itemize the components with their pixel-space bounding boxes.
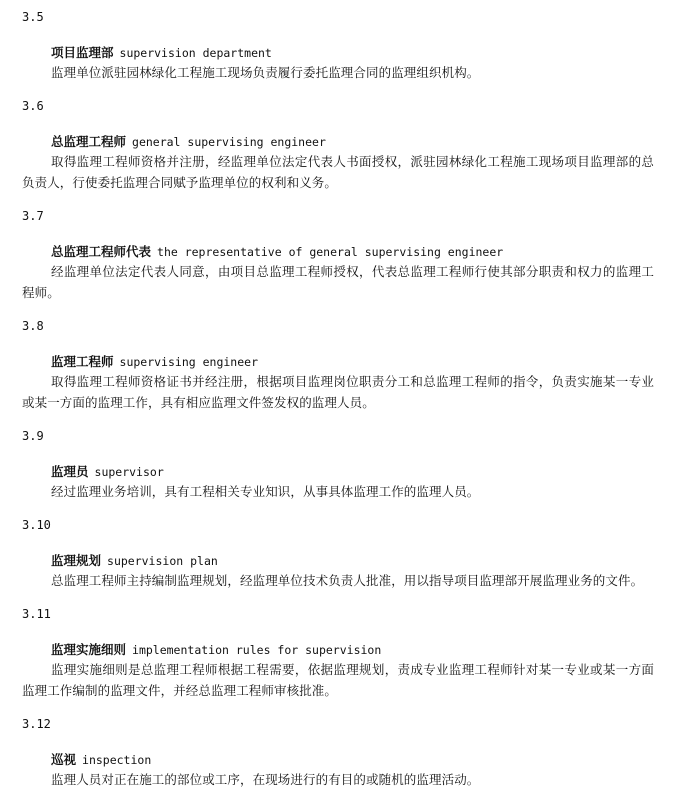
term-english: implementation rules for supervision: [132, 643, 382, 657]
section-number: 3.7: [22, 209, 44, 223]
term-chinese: 项目监理部: [51, 45, 114, 60]
term-entry-3-5: [22, 9, 654, 83]
section-number: 3.5: [22, 10, 44, 24]
term-english: supervision plan: [107, 554, 218, 568]
term-definition: 总监理工程师主持编制监理规划，经监理单位技术负责人批准，用以指导项目监理部开展监理业务的文件。: [51, 573, 644, 588]
document-body: [22, 9, 654, 805]
section-number: 3.10: [22, 518, 51, 532]
term-heading: [22, 751, 654, 769]
term-chinese: 总监理工程师: [51, 134, 127, 149]
section-number: 3.6: [22, 99, 44, 113]
term-entry-3-8: [22, 318, 654, 413]
term-chinese: 巡视: [51, 752, 77, 767]
term-chinese: 监理工程师: [51, 354, 114, 369]
term-heading: [22, 463, 654, 481]
term-heading: [22, 243, 654, 261]
term-english: inspection: [82, 753, 152, 767]
term-entry-3-6: [22, 98, 654, 193]
term-definition: 取得监理工程师资格并注册，经监理单位法定代表人书面授权，派驻园林绿化工程施工现场项目监理部的总负责人，行使委托监理合同赋予监理单位的权利和义务。: [22, 154, 654, 190]
term-english: supervisor: [94, 465, 164, 479]
section-number: 3.9: [22, 429, 44, 443]
term-definition: 取得监理工程师资格证书并经注册，根据项目监理岗位职责分工和总监理工程师的指令，负责实施某一专业或某一方面的监理工作，具有相应监理文件签发权的监理人员。: [22, 374, 654, 410]
term-heading: [22, 552, 654, 570]
term-entry-3-12: [22, 716, 654, 790]
term-entry-3-7: [22, 208, 654, 303]
term-chinese: 监理实施细则: [51, 642, 127, 657]
section-number: 3.11: [22, 607, 51, 621]
term-definition: 经监理单位法定代表人同意，由项目总监理工程师授权，代表总监理工程师行使其部分职责和权力的监理工程师。: [22, 264, 654, 300]
term-heading: [22, 44, 654, 62]
term-english: general supervising engineer: [132, 135, 326, 149]
term-entry-3-10: [22, 517, 654, 591]
term-chinese: 监理规划: [51, 553, 102, 568]
term-english: supervision department: [119, 46, 272, 60]
term-definition: 经过监理业务培训，具有工程相关专业知识，从事具体监理工作的监理人员。: [51, 484, 480, 499]
term-definition: 监理人员对正在施工的部位或工序，在现场进行的有目的或随机的监理活动。: [51, 772, 480, 787]
term-definition: 监理单位派驻园林绿化工程施工现场负责履行委托监理合同的监理组织机构。: [51, 65, 480, 80]
term-entry-3-9: [22, 428, 654, 502]
term-heading: [22, 133, 654, 151]
term-definition: 监理实施细则是总监理工程师根据工程需要，依据监理规划，责成专业监理工程师针对某一专业或某一方面监理工作编制的监理文件，并经总监理工程师审核批准。: [22, 662, 654, 698]
term-english: the representative of general supervising engineer: [157, 245, 504, 259]
term-chinese: 总监理工程师代表: [51, 244, 152, 259]
term-entry-3-11: [22, 606, 654, 701]
term-heading: [22, 641, 654, 659]
term-english: supervising engineer: [119, 355, 258, 369]
section-number: 3.12: [22, 717, 51, 731]
term-chinese: 监理员: [51, 464, 89, 479]
section-number: 3.8: [22, 319, 44, 333]
term-heading: [22, 353, 654, 371]
